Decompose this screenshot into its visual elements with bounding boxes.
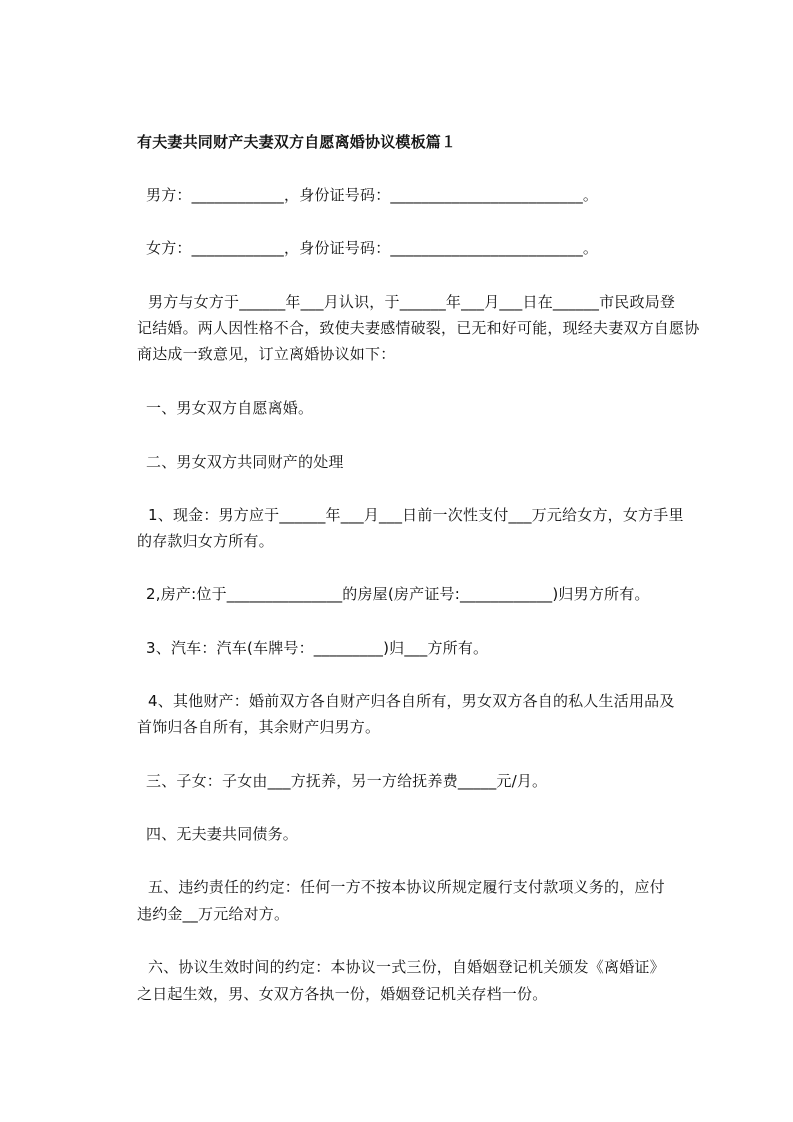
clause-1: 一、男女双方自愿离婚。	[146, 399, 314, 417]
intro-line-2: 记结婚。两人因性格不合，致使夫妻感情破裂，已无和好可能，现经夫妻双方自愿协	[137, 319, 700, 337]
clause-6-line-1: 六、协议生效时间的约定：本协议一式三份，自婚姻登记机关颁发《离婚证》	[148, 958, 665, 976]
intro-line-3: 商达成一致意见，订立离婚协议如下：	[137, 345, 396, 363]
intro-line-1: 男方与女方于______年___月认识，于______年___月___日在______市民政局登	[148, 293, 676, 311]
item-cash-line-1: 1、现金：男方应于______年___月___日前一次性支付___万元给女方，女方手里	[148, 506, 684, 524]
clause-2: 二、男女双方共同财产的处理	[146, 453, 344, 471]
wife-info-line: 女方：____________，身份证号码：_________________________。	[146, 239, 599, 257]
clause-5-line-2: 违约金__万元给对方。	[137, 905, 290, 923]
clause-3: 三、子女：子女由___方抚养，另一方给抚养费_____元/月。	[146, 772, 548, 790]
clause-4: 四、无夫妻共同债务。	[146, 825, 299, 843]
item-car: 3、汽车：汽车(车牌号：_________)归___方所有。	[146, 639, 489, 657]
document-title: 有夫妻共同财产夫妻双方自愿离婚协议模板篇１	[137, 133, 457, 151]
clause-6-line-2: 之日起生效，男、女双方各执一份，婚姻登记机关存档一份。	[137, 985, 548, 1003]
item-cash-line-2: 的存款归女方所有。	[137, 532, 274, 550]
item-other-line-1: 4、其他财产：婚前双方各自财产归各自所有，男女双方各自的私人生活用品及	[148, 692, 675, 710]
clause-5-line-1: 五、违约责任的约定：任何一方不按本协议所规定履行支付款项义务的，应付	[148, 878, 665, 896]
item-other-line-2: 首饰归各自所有，其余财产归男方。	[137, 718, 381, 736]
husband-info-line: 男方：____________，身份证号码：_________________________。	[146, 186, 599, 204]
item-house: 2,房产:位于_______________的房屋(房产证号:____________)归男方所有。	[146, 585, 650, 603]
